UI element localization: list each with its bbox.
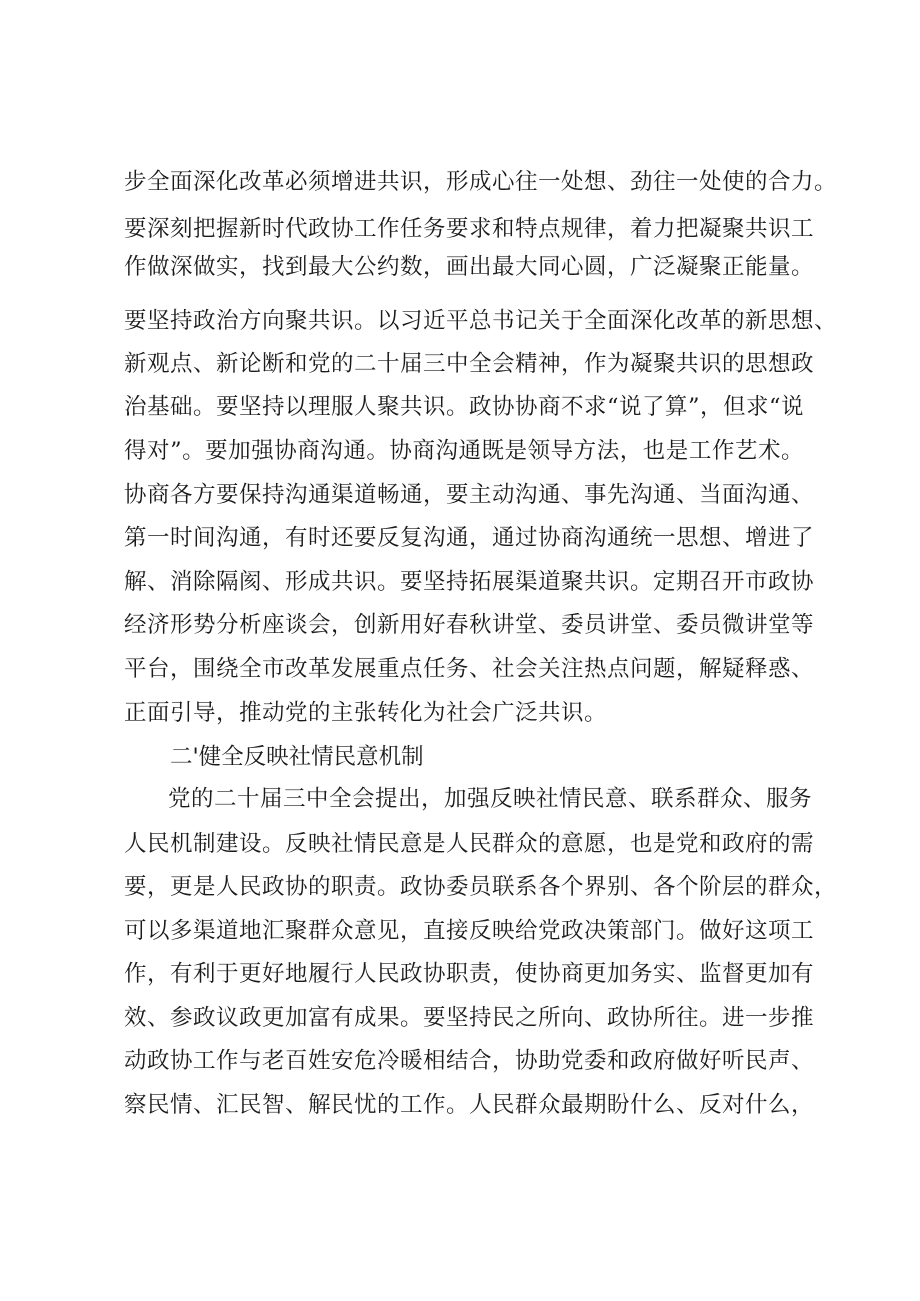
body-line: 治基础。要坚持以理服人聚共识。政协协商不求“说了算”，但求“说 — [124, 394, 805, 420]
body-line: 人民机制建设。反映社情民意是人民群众的意愿，也是党和政府的需 — [124, 831, 815, 857]
body-line: 解、消除隔阂、形成共识。要坚持拓展渠道聚共识。定期召开市政协 — [124, 569, 815, 595]
body-line: 经济形势分析座谈会，创新用好春秋讲堂、委员讲堂、委员微讲堂等 — [124, 612, 815, 638]
body-line: 要，更是人民政协的职责。政协委员联系各个界别、各个阶层的群众， — [124, 874, 838, 900]
section-heading: 二'健全反映社情民意机制 — [170, 744, 424, 770]
body-line: 新观点、新论断和党的二十届三中全会精神，作为凝聚共识的思想政 — [124, 351, 815, 377]
body-line: 效、参政议政更加富有成果。要坚持民之所向、政协所往。进一步推 — [124, 1005, 815, 1031]
body-line: 协商各方要保持沟通渠道畅通，要主动沟通、事先沟通、当面沟通、 — [124, 482, 815, 508]
body-line: 平台，围绕全市改革发展重点任务、社会关注热点问题，解疑释惑、 — [124, 656, 815, 682]
body-line: 察民情、汇民智、解民忧的工作。人民群众最期盼什么、反对什么， — [124, 1092, 815, 1118]
body-line: 动政协工作与老百姓安危冷暖相结合，协助党委和政府做好听民声、 — [124, 1048, 815, 1074]
body-line: 可以多渠道地汇聚群众意见，直接反映给党政决策部门。做好这项工 — [124, 918, 815, 944]
body-line: 作，有利于更好地履行人民政协职责，使协商更加务实、监督更加有 — [124, 961, 815, 987]
body-line: 要深刻把握新时代政协工作任务要求和特点规律，着力把凝聚共识工 — [124, 216, 815, 242]
body-line: 正面引导，推动党的主张转化为社会广泛共识。 — [124, 700, 608, 726]
body-line: 第一时间沟通，有时还要反复沟通，通过协商沟通统一思想、增进了 — [124, 525, 815, 551]
body-line: 得对”。要加强协商沟通。协商沟通既是领导方法，也是工作艺术。 — [124, 438, 804, 464]
body-line: 步全面深化改革必须增进共识，形成心往一处想、劲往一处使的合力。 — [124, 169, 838, 195]
body-line: 党的二十届三中全会提出，加强反映社情民意、联系群众、服务 — [168, 786, 813, 812]
body-line: 要坚持政治方向聚共识。以习近平总书记关于全面深化改革的新思想、 — [124, 308, 838, 334]
body-line: 作做深做实，找到最大公约数，画出最大同心圆，广泛凝聚正能量。 — [124, 254, 815, 280]
